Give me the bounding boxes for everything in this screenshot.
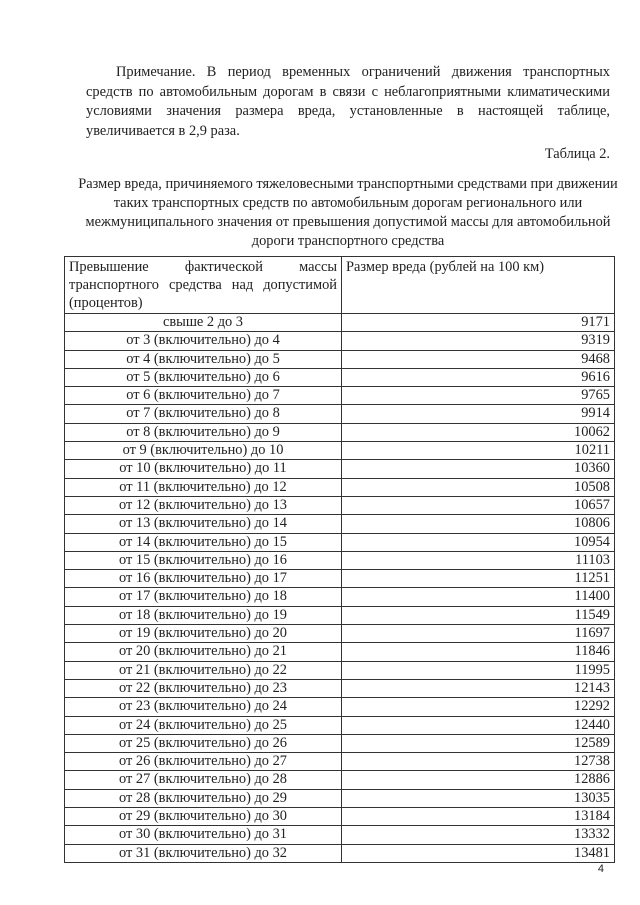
excess-range-cell: от 11 (включительно) до 12 <box>65 478 342 496</box>
damage-value-cell: 10360 <box>342 460 615 478</box>
table-row <box>65 826 615 844</box>
table-row <box>65 753 615 771</box>
damage-value-cell: 13332 <box>342 826 615 844</box>
excess-range-cell: от 5 (включительно) до 6 <box>65 368 342 386</box>
excess-range-cell: от 21 (включительно) до 22 <box>65 661 342 679</box>
damage-value-cell: 9468 <box>342 350 615 368</box>
note-paragraph: Примечание. В период временных ограничений движения транспортных средств по автомобильным дорогам в связи с неблагоприятными климатическими условиями значения размера вреда, установленные в настоящей таблице, увеличивается в 2,9 раза. <box>86 64 610 139</box>
damage-value-cell: 10508 <box>342 478 615 496</box>
excess-range-cell: от 12 (включительно) до 13 <box>65 496 342 514</box>
excess-range-cell: от 3 (включительно) до 4 <box>65 332 342 350</box>
table-row <box>65 844 615 862</box>
table-label: Таблица 2. <box>544 146 610 162</box>
damage-value-cell: 10211 <box>342 442 615 460</box>
damage-value-cell: 13035 <box>342 789 615 807</box>
excess-range-cell: от 24 (включительно) до 25 <box>65 716 342 734</box>
excess-range-cell: от 10 (включительно) до 11 <box>65 460 342 478</box>
table-row <box>65 332 615 350</box>
table-row <box>65 789 615 807</box>
excess-range-cell: от 22 (включительно) до 23 <box>65 679 342 697</box>
excess-range-cell: от 7 (включительно) до 8 <box>65 405 342 423</box>
table-row <box>65 661 615 679</box>
table-row <box>65 314 615 332</box>
damage-value-cell: 13481 <box>342 844 615 862</box>
table-row <box>65 698 615 716</box>
excess-range-cell: от 15 (включительно) до 16 <box>65 551 342 569</box>
damage-value-cell: 13184 <box>342 808 615 826</box>
table-row <box>65 423 615 441</box>
excess-range-cell: от 8 (включительно) до 9 <box>65 423 342 441</box>
excess-range-cell: свыше 2 до 3 <box>65 314 342 332</box>
excess-range-cell: от 31 (включительно) до 32 <box>65 844 342 862</box>
damage-value-cell: 11846 <box>342 643 615 661</box>
table-row <box>65 405 615 423</box>
excess-range-cell: от 18 (включительно) до 19 <box>65 606 342 624</box>
damage-value-cell: 10954 <box>342 533 615 551</box>
table-row <box>65 771 615 789</box>
excess-range-cell: от 30 (включительно) до 31 <box>65 826 342 844</box>
excess-range-cell: от 19 (включительно) до 20 <box>65 625 342 643</box>
header-excess-mass: Превышение фактической массы транспортного средства над допустимой (процентов) <box>65 257 342 314</box>
excess-range-cell: от 14 (включительно) до 15 <box>65 533 342 551</box>
table-row <box>65 515 615 533</box>
table-row <box>65 460 615 478</box>
damage-table <box>64 256 615 863</box>
damage-value-cell: 12738 <box>342 753 615 771</box>
excess-range-cell: от 9 (включительно) до 10 <box>65 442 342 460</box>
excess-range-cell: от 29 (включительно) до 30 <box>65 808 342 826</box>
excess-range-cell: от 20 (включительно) до 21 <box>65 643 342 661</box>
table-row <box>65 625 615 643</box>
damage-value-cell: 9171 <box>342 314 615 332</box>
excess-range-cell: от 13 (включительно) до 14 <box>65 515 342 533</box>
damage-value-cell: 9616 <box>342 368 615 386</box>
damage-value-cell: 12292 <box>342 698 615 716</box>
excess-range-cell: от 16 (включительно) до 17 <box>65 570 342 588</box>
damage-value-cell: 12440 <box>342 716 615 734</box>
table-row <box>65 368 615 386</box>
damage-value-cell: 9914 <box>342 405 615 423</box>
damage-value-cell: 11549 <box>342 606 615 624</box>
table-row <box>65 570 615 588</box>
excess-range-cell: от 27 (включительно) до 28 <box>65 771 342 789</box>
table-row <box>65 808 615 826</box>
damage-value-cell: 10657 <box>342 496 615 514</box>
table-row <box>65 533 615 551</box>
damage-value-cell: 11995 <box>342 661 615 679</box>
table-header-row <box>65 257 615 314</box>
excess-range-cell: от 4 (включительно) до 5 <box>65 350 342 368</box>
damage-value-cell: 11103 <box>342 551 615 569</box>
excess-range-cell: от 23 (включительно) до 24 <box>65 698 342 716</box>
table-row <box>65 442 615 460</box>
table-row <box>65 496 615 514</box>
table-row <box>65 734 615 752</box>
damage-value-cell: 9765 <box>342 387 615 405</box>
table-row <box>65 643 615 661</box>
excess-range-cell: от 17 (включительно) до 18 <box>65 588 342 606</box>
excess-range-cell: от 26 (включительно) до 27 <box>65 753 342 771</box>
table-row <box>65 387 615 405</box>
table-row <box>65 679 615 697</box>
table-row <box>65 606 615 624</box>
excess-range-cell: от 28 (включительно) до 29 <box>65 789 342 807</box>
excess-range-cell: от 25 (включительно) до 26 <box>65 734 342 752</box>
excess-range-cell: от 6 (включительно) до 7 <box>65 387 342 405</box>
table-row <box>65 350 615 368</box>
table-row <box>65 478 615 496</box>
damage-value-cell: 10062 <box>342 423 615 441</box>
table-row <box>65 588 615 606</box>
header-damage-amount: Размер вреда (рублей на 100 км) <box>342 257 615 314</box>
damage-value-cell: 11400 <box>342 588 615 606</box>
damage-value-cell: 12886 <box>342 771 615 789</box>
page-number: 4 <box>597 863 604 875</box>
table-row <box>65 716 615 734</box>
table-body <box>65 314 615 863</box>
damage-value-cell: 11251 <box>342 570 615 588</box>
damage-value-cell: 12589 <box>342 734 615 752</box>
table-caption: Размер вреда, причиняемого тяжеловесными транспортными средствами при движении таких транспортных средств по автомобильным дорогам регионального или межмуниципального значения от превышения допустимой массы для автомобильной дороги транспортного средства <box>78 176 618 249</box>
damage-value-cell: 10806 <box>342 515 615 533</box>
damage-value-cell: 9319 <box>342 332 615 350</box>
table-row <box>65 551 615 569</box>
damage-value-cell: 11697 <box>342 625 615 643</box>
damage-value-cell: 12143 <box>342 679 615 697</box>
